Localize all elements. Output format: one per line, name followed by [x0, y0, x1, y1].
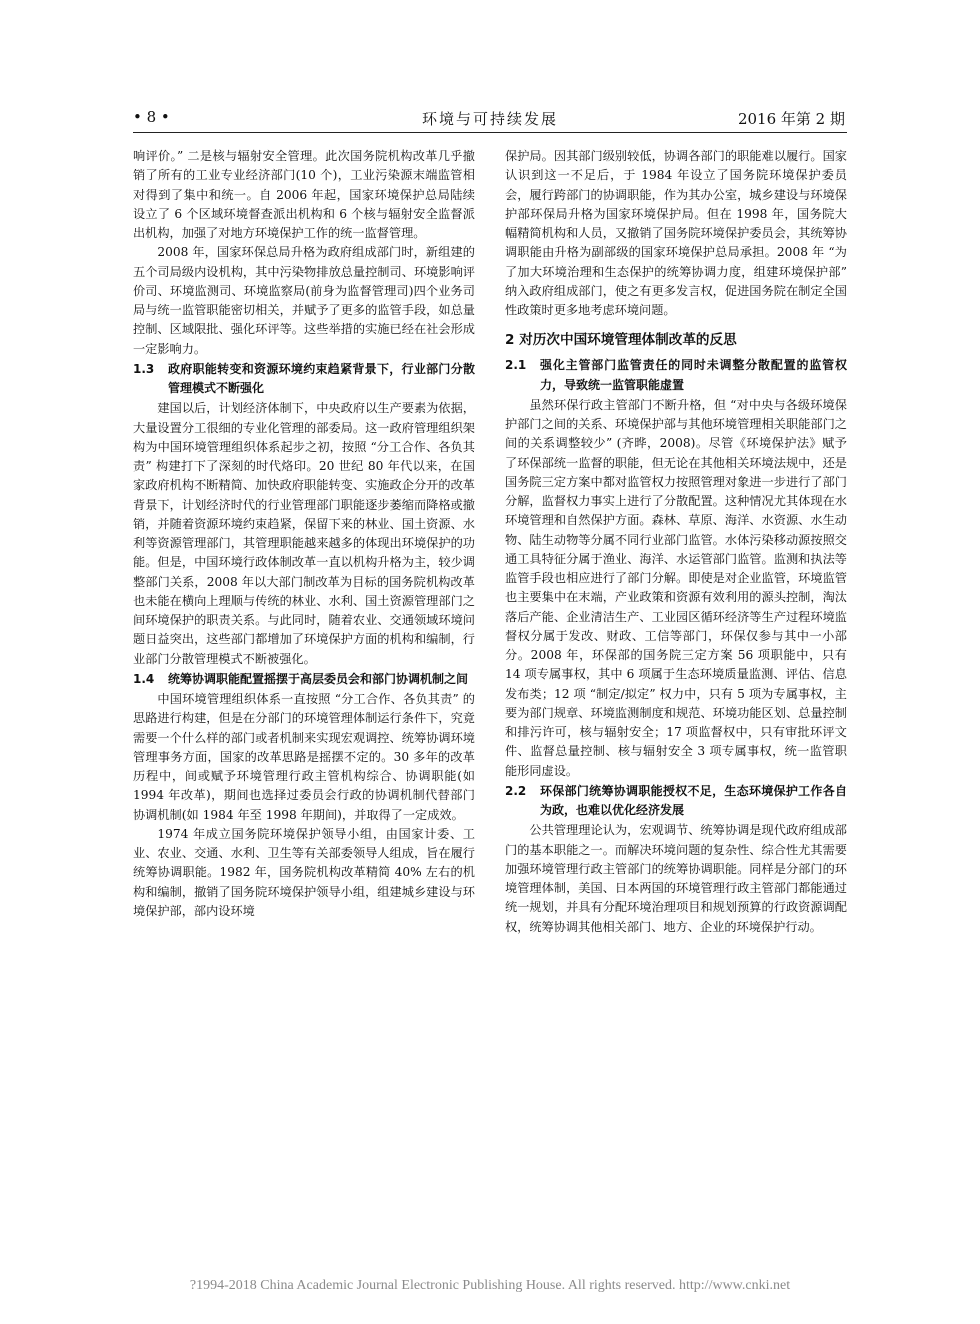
issue-label: 2016 年第 2 期: [737, 110, 845, 128]
section-number: 1.4: [133, 671, 155, 686]
paragraph: 1974 年成立国务院环境保护领导小组，由国家计委、工业、农业、交通、水利、卫生等有关部委领导人组成，旨在履行统筹协调职能。1982 年，国务院机构改革精简 40% 左右的机构和编制，撤销了国务院环境保护领导小组，组建城乡建设与环境保护部，部内设环境: [133, 826, 475, 918]
section-title: 强化主管部门监管责任的同时未调整分散配置的监管权力，导致统一监管职能虚置: [540, 358, 847, 392]
section-number: 2.2: [505, 783, 527, 798]
section-number: 1.3: [133, 361, 155, 376]
section-heading-2-2: [505, 782, 847, 821]
page-number: • 8 •: [133, 108, 170, 126]
left-column: [133, 147, 475, 921]
paragraph: 建国以后，计划经济体制下，中央政府以生产要素为依据，大量设置分工很细的专业化管理的部委局。这一政府管理组织架构为中国环境管理组织体系起步之初，按照 “分工合作、各负其责” 构建打下了深刻的时代烙印。20 世纪 80 年代以来，在国家政府机构不断精简、加快政府职能转变、实施政企分开的改革背景下，计划经济时代的行业管理部门职能逐步萎缩而降格或撤销，并随着资源环境约束趋紧，保留下来的林业、国土资源、水利等资源管理部门，其管理职能越来越多的体现出环境保护的功能。但是，中国环境行政体制改革一直以机构升格为主，较少调整部门关系，2008 年以大部门制改革为目标的国务院机构改革也未能在横向上理顺与传统的林业、水利、国土资源管理部门之间环境保护的职责关系。与此同时，随着农业、交通领域环境问题日益突出，这些部门都增加了环境保护方面的机构和编制，行业部门分散管理模式不断被强化。: [133, 401, 475, 666]
right-column: [505, 147, 847, 937]
paragraph: 虽然环保行政主管部门不断升格，但 “对中央与各级环境保护部门之间的关系、环境保护部与其他环境管理相关职能部门之间的关系调整较少” (齐晔，2008)。尽管《环境保护法》赋予了环保部统一监督的职能，但无论在其他相关环境法规中，还是国务院三定方案中都对监管权力按照管理对象进一步进行了部门分解，监督权力事实上进行了分散配置。这种情况尤其体现在水环境管理和自然保护方面。森林、草原、海洋、水资源、水生动物、陆生动物等分属不同行业部门监管。水体污染移动源按照交通工具特征分属于渔业、海洋、水运管部门监管。监测和执法等监管手段也相应进行了部门分解。即使是对企业监管，环境监管也主要集中在末端，产业政策和资源有效利用的源头控制，淘汰落后产能、企业清洁生产、工业园区循环经济等生产过程环境监督权分属于发改、财政、工信等部门，环保仅参与其中一小部分。2008 年，环保部的国务院三定方案 56 项职能中，只有 14 项专属事权，其中 6 项属于生态环境质量监测、评估、信息发布类；12 项 “制定/拟定” 权力中，只有 5 项为专属事权，主要为部门规章、环境监测制度和规范、环境功能区划、总量控制和排污许可，核与辐射安全；17 项监督权中，只有审批环评文件、监督总量控制、核与辐射安全 3 项专属事权，统一监管职能形同虚设。: [505, 397, 847, 778]
paragraph: 2008 年，国家环保总局升格为政府组成部门时，新组建的五个司局级内设机构，其中污染物排放总量控制司、环境影响评价司、环境监测司、环境监察局(前身为监督管理司)四个业务司局与统一监管职能密切相关，并赋予了更多的监管手段，如总量控制、区域限批、强化环评等。这些举措的实施已经在社会形成一定影响力。: [133, 245, 475, 356]
running-header: [133, 106, 847, 130]
section-heading-2: 2 对历次中国环境管理体制改革的反思: [505, 332, 737, 349]
paragraph: 公共管理理论认为，宏观调节、统筹协调是现代政府组成部门的基本职能之一。而解决环境问题的复杂性、综合性尤其需要加强环境管理行政主管部门的统筹协调职能。同样是分部门的环境管理体制，美国、日本两国的环境管理行政主管部门都能通过统一规划，并具有分配环境治理项目和规划预算的行政资源调配权，统筹协调其他相关部门、地方、企业的环境保护行动。: [505, 823, 847, 934]
copyright-footer: ?1994-2018 China Academic Journal Electronic Publishing House. All rights reserved. http://www.cnki.net: [189, 1278, 791, 1293]
section-title: 政府职能转变和资源环境约束趋紧背景下，行业部门分散管理模式不断强化: [168, 361, 475, 396]
section-number: 2.1: [505, 358, 527, 373]
paragraph: 响评价。” 二是核与辐射安全管理。此次国务院机构改革几乎撤销了所有的工业专业经济部门(10 个)，工业污染源末端监管相对得到了集中和统一。自 2006 年起，国家环境保护总局陆续设立了 6 个区域环境督查派出机构和 6 个核与辐射安全监督派出机构，加强了对地方环境保护工作的统一监督管理。: [133, 149, 475, 240]
section-title: 统筹协调职能配置摇摆于高层委员会和部门协调机制之间: [168, 671, 469, 686]
section-heading-1-3: [133, 360, 475, 399]
section-heading-1-4: [133, 670, 475, 689]
header-rule: [133, 132, 847, 133]
paragraph: 保护局。因其部门级别较低，协调各部门的职能难以履行。国家认识到这一不足后，于 1984 年设立了国务院环境保护委员会，履行跨部门的协调职能，作为其办公室，城乡建设与环境保护部环保局升格为国家环境保护局。但在 1998 年，国务院大幅精简机构和人员，又撤销了国务院环境保护委员会，其统筹协调职能由升格为副部级的国家环境保护总局承担。2008 年 “为了加大环境治理和生态保护的统筹协调力度，组建环境保护部” 纳入政府组成部门，使之有更多发言权，促进国务院在制定全国性政策时更多地考虑环境问题。: [505, 149, 847, 317]
section-title: 环保部门统筹协调职能授权不足，生态环境保护工作各自为政，也难以优化经济发展: [540, 783, 847, 818]
section-heading-2-1: [505, 356, 847, 395]
paragraph: 中国环境管理组织体系一直按照 “分工合作、各负其责” 的思路进行构建，但是在分部门的环境管理体制运行条件下，究竟需要一个什么样的部门或者机制来实现宏观调控、统筹协调环境管理事务方面，国家的改革思路是摇摆不定的。30 多年的改革历程中，间或赋予环境管理行政主管机构综合、协调职能(如 1994 年改革)，期间也选择过委员会行政的协调机制代替部门协调机制(如 1984 年至 1998 年期间)，并取得了一定成效。: [133, 692, 475, 822]
journal-title: 环境与可持续发展: [421, 110, 558, 128]
